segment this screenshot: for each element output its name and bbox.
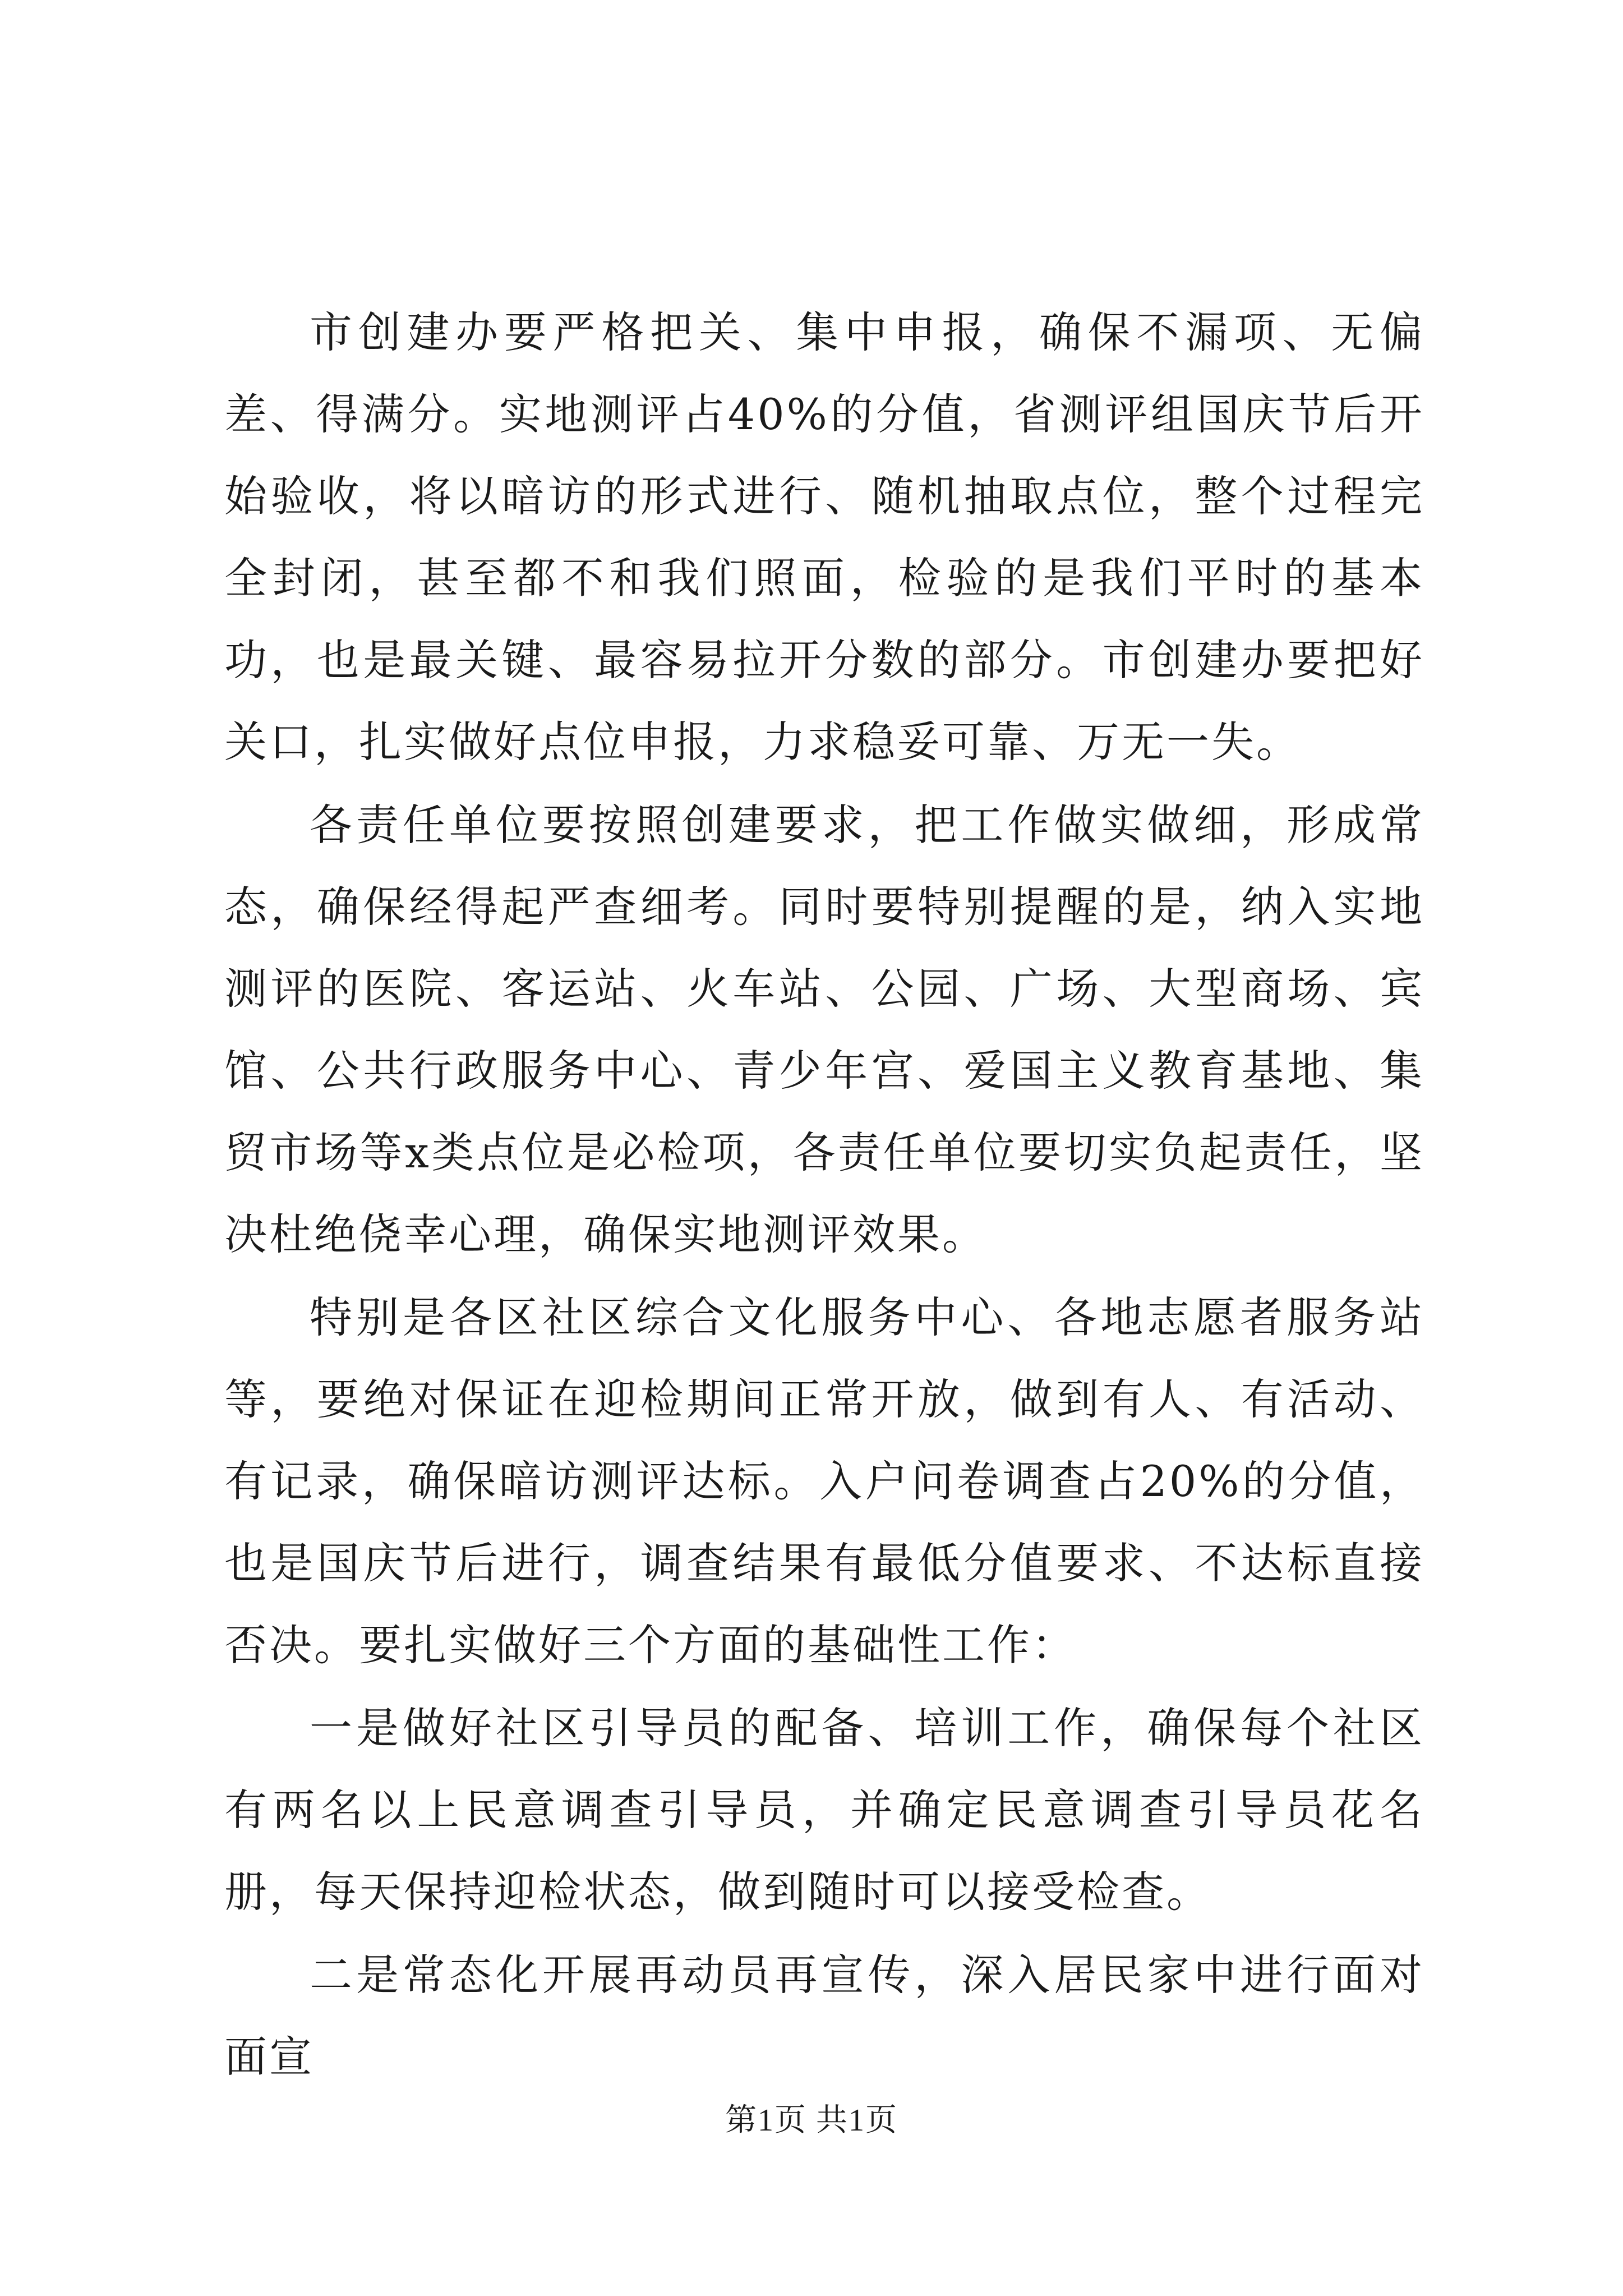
document-body (224, 292, 1424, 2098)
paragraph-5: 二是常态化开展再动员再宣传，深入居民家中进行面对面宣 (224, 1950, 1424, 2082)
page-number-footer: 第1页 共1页 (725, 2103, 898, 2138)
paragraph-1: 市创建办要严格把关、集中申报，确保不漏项、无偏差、得满分。实地测评占40%的分值，省测评组国庆节后开始验收，将以暗访的形式进行、随机抽取点位，整个过程完全封闭，甚至都不和我们照面，检验的是我们平时的基本功，也是最关键、最容易拉开分数的部分。市创建办要把好关口，扎实做好点位申报，力求稳妥可靠、万无一失。 (224, 307, 1424, 767)
paragraph-3: 特别是各区社区综合文化服务中心、各地志愿者服务站等，要绝对保证在迎检期间正常开放，做到有人、有活动、有记录，确保暗访测评达标。入户问卷调查占20%的分值，也是国庆节后进行，调查结果有最低分值要求、不达标直接否决。要扎实做好三个方面的基础性工作： (224, 1292, 1424, 1670)
paragraph-2: 各责任单位要按照创建要求，把工作做实做细，形成常态，确保经得起严查细考。同时要特别提醒的是，纳入实地测评的医院、客运站、火车站、公园、广场、大型商场、宾馆、公共行政服务中心、青少年宫、爱国主义教育基地、集贸市场等x类点位是必检项，各责任单位要切实负起责任，坚决杜绝侥幸心理，确保实地测评效果。 (224, 800, 1424, 1259)
paragraph-4: 一是做好社区引导员的配备、培训工作，确保每个社区有两名以上民意调查引导员，并确定民意调查引导员花名册，每天保持迎检状态，做到随时可以接受检查。 (224, 1703, 1424, 1917)
